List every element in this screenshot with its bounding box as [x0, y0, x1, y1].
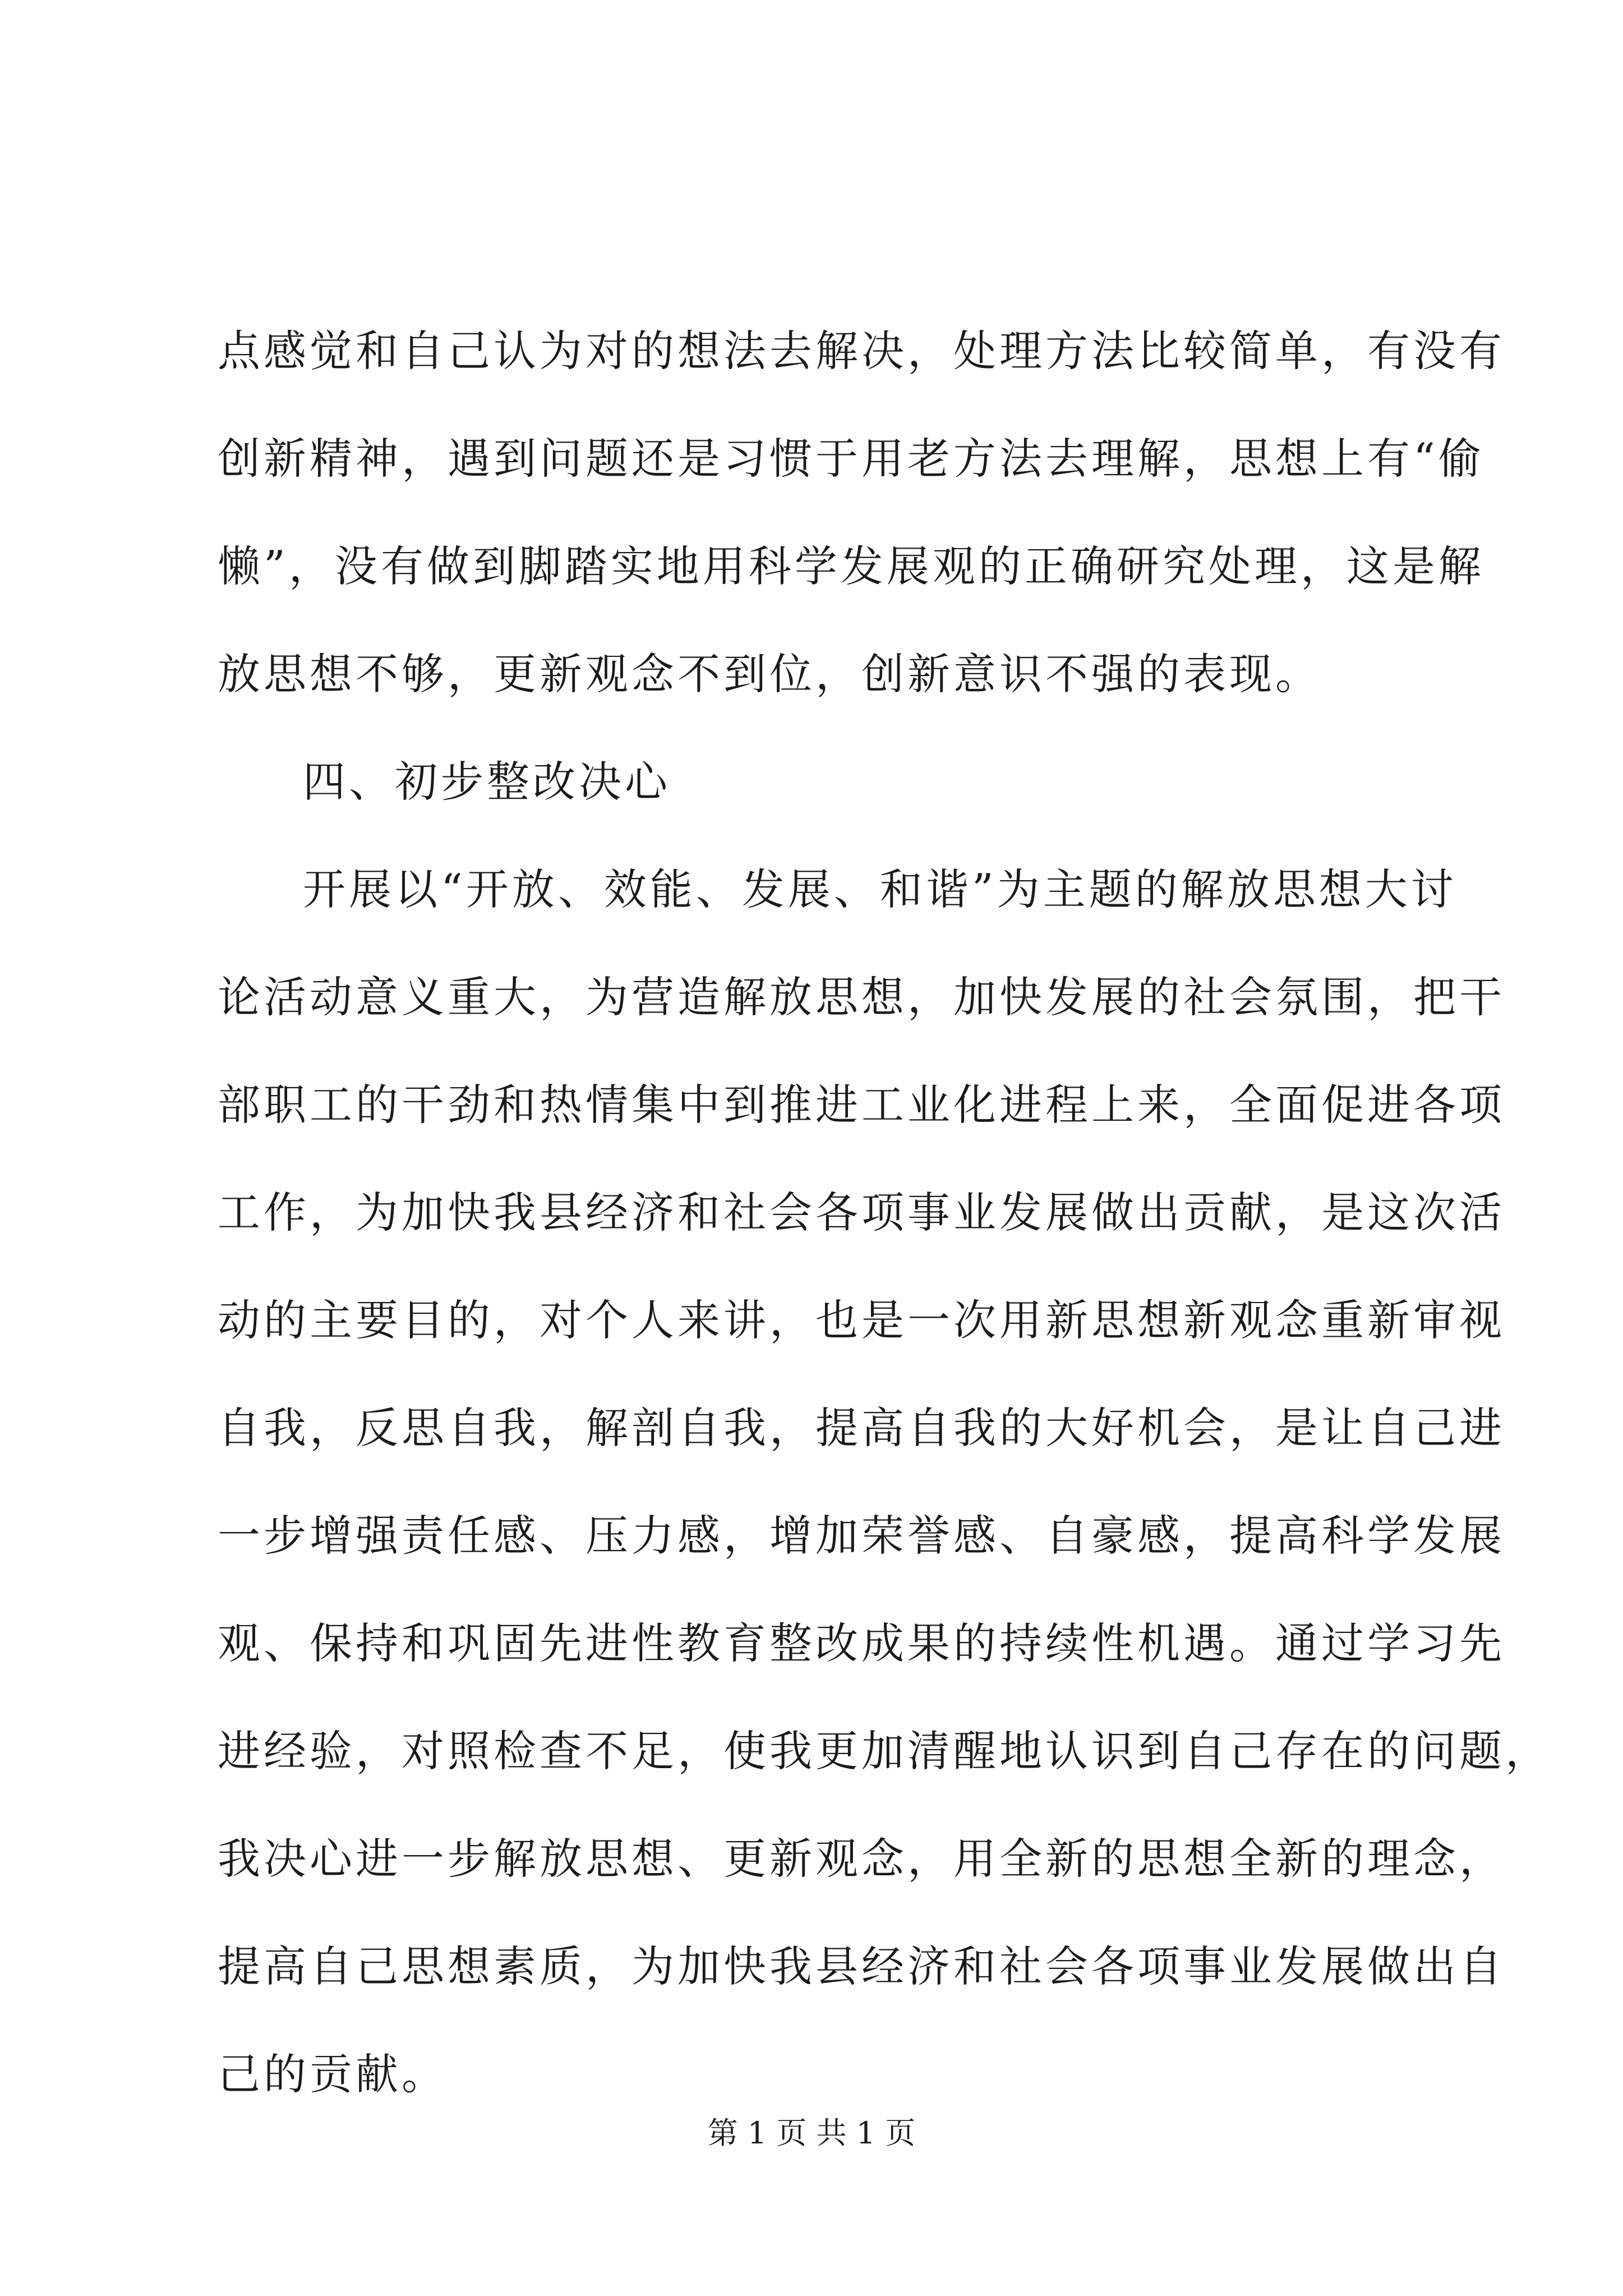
- text-line: 放思想不够，更新观念不到位，创新意识不强的表现。: [218, 649, 1321, 699]
- text-line: 观、保持和巩固先进性教育整改成果的持续性机遇。通过学习先: [218, 1618, 1505, 1668]
- page-footer: 第 1 页 共 1 页: [707, 2115, 916, 2151]
- text-line: 部职工的干劲和热情集中到推进工业化进程上来，全面促进各项: [218, 1080, 1505, 1130]
- text-line: 动的主要目的，对个人来讲，也是一次用新思想新观念重新审视: [218, 1295, 1505, 1345]
- text-line: 论活动意义重大，为营造解放思想，加快发展的社会氛围，把干: [218, 972, 1505, 1022]
- section-heading: 四、初步整改决心: [303, 757, 671, 807]
- body-text: [218, 297, 1551, 2128]
- text-line: 己的贡献。: [218, 2049, 448, 2099]
- text-line: 懒”，没有做到脚踏实地用科学发展观的正确研究处理，这是解: [218, 541, 1484, 591]
- text-line: 我决心进一步解放思想、更新观念，用全新的思想全新的理念，: [218, 1834, 1505, 1884]
- text-line: 一步增强责任感、压力感，增加荣誉感、自豪感，提高科学发展: [218, 1511, 1505, 1561]
- text-line: 自我，反思自我，解剖自我，提高自我的大好机会，是让自己进: [218, 1403, 1505, 1453]
- text-line: 工作，为加快我县经济和社会各项事业发展做出贡献，是这次活: [218, 1188, 1505, 1237]
- text-line: 点感觉和自己认为对的想法去解决，处理方法比较简单，有没有: [218, 326, 1505, 376]
- text-line: 进经验，对照检查不足，使我更加清醒地认识到自己存在的问题，: [218, 1726, 1551, 1776]
- text-line: 开展以“开放、效能、发展、和谐”为主题的解放思想大讨: [303, 864, 1457, 914]
- text-line: 创新精神，遇到问题还是习惯于用老方法去理解，思想上有“偷: [218, 434, 1484, 484]
- text-line: 提高自己思想素质，为加快我县经济和社会各项事业发展做出自: [218, 1941, 1505, 1991]
